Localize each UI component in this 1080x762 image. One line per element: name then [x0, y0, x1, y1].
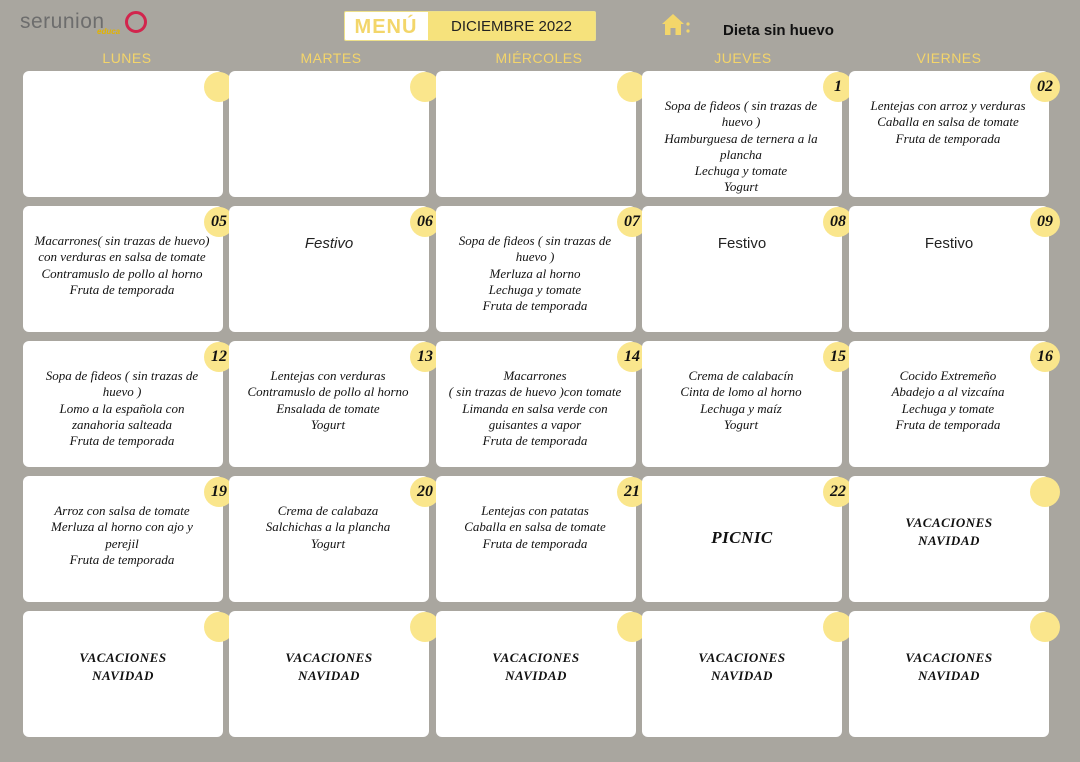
- day-number-badge: 22: [823, 477, 853, 507]
- menu-item: huevo ): [515, 249, 555, 265]
- day-card: [23, 206, 227, 332]
- menu-item: Contramuslo de pollo al horno: [41, 265, 203, 281]
- menu-item: Lechuga y tomate: [901, 400, 995, 416]
- vacation-label: [229, 649, 429, 685]
- menu-item: Fruta de temporada: [482, 433, 588, 449]
- day-card: [642, 611, 842, 737]
- day-number-badge: 05: [204, 207, 234, 237]
- day-number-badge: 07: [617, 207, 647, 237]
- day-number-badge: 16: [1030, 342, 1060, 372]
- vacation-line: VACACIONES: [79, 650, 167, 665]
- menu-item: Sopa de fideos ( sin trazas de: [45, 368, 199, 383]
- menu-item: Fruta de temporada: [69, 551, 175, 567]
- holiday-label: Festivo: [924, 235, 974, 252]
- menu-item: Lentejas con verduras: [270, 368, 386, 383]
- day-number-badge: 19: [204, 477, 234, 507]
- day-card: [229, 206, 433, 332]
- menu-items: [646, 98, 836, 196]
- vacation-line: NAVIDAD: [505, 668, 567, 683]
- day-card: [642, 476, 846, 602]
- day-card: [849, 206, 1053, 332]
- menu-items: [233, 503, 423, 552]
- day-number-badge: 15: [823, 342, 853, 372]
- day-card: [436, 476, 640, 602]
- menu-item: plancha: [720, 146, 762, 162]
- menu-item: Caballa en salsa de tomate: [464, 519, 606, 535]
- menu-item: Merluza al horno con ajo y: [51, 519, 193, 535]
- vacation-line: NAVIDAD: [92, 668, 154, 683]
- menu-item: Cinta de lomo al horno: [680, 384, 802, 400]
- menu-item: Macarrones( sin trazas de huevo): [34, 233, 210, 248]
- menu-item: Sopa de fideos ( sin trazas de: [664, 98, 818, 113]
- day-card: [642, 341, 846, 467]
- vacation-line: VACACIONES: [905, 650, 993, 665]
- vacation-label: [436, 649, 636, 685]
- day-card: [23, 611, 223, 737]
- menu-item: guisantes a vapor: [488, 416, 582, 432]
- menu-item: Yogurt: [310, 416, 346, 432]
- menu-item: Lechuga y tomate: [488, 281, 582, 297]
- day-number-badge: [1030, 477, 1060, 507]
- home-icon: [660, 12, 690, 38]
- menu-item: Lentejas con patatas: [481, 503, 589, 518]
- weekday-header: JUEVES: [714, 50, 772, 66]
- day-number-badge: 02: [1030, 72, 1060, 102]
- menu-item: Crema de calabaza: [277, 503, 379, 518]
- weekday-header: VIERNES: [916, 50, 982, 66]
- menu-item: Macarrones: [503, 368, 567, 383]
- diet-type: Dieta sin huevo: [723, 22, 834, 39]
- menu-item: Sopa de fideos ( sin trazas de: [458, 233, 612, 248]
- day-number-badge: 13: [410, 342, 440, 372]
- holiday-label: Festivo: [304, 235, 354, 252]
- day-card: [849, 71, 1053, 197]
- vacation-line: VACACIONES: [698, 650, 786, 665]
- vacation-label: [642, 649, 842, 685]
- day-card: [849, 611, 1049, 737]
- weekday-header: MIÉRCOLES: [495, 50, 583, 66]
- menu-item: Fruta de temporada: [895, 416, 1001, 432]
- day-number-badge: 09: [1030, 207, 1060, 237]
- day-card: [436, 611, 636, 737]
- menu-item: Fruta de temporada: [482, 535, 588, 551]
- menu-items: [440, 233, 630, 314]
- menu-item: Salchichas a la plancha: [265, 519, 391, 535]
- menu-items: [27, 233, 217, 298]
- vacation-line: NAVIDAD: [711, 668, 773, 683]
- day-number-badge: 08: [823, 207, 853, 237]
- day-card: [23, 71, 223, 197]
- day-card: [436, 71, 636, 197]
- brand-logo-sub: educa: [97, 27, 121, 36]
- menu-item: Limanda en salsa verde con: [462, 400, 608, 416]
- day-card: [849, 476, 1049, 602]
- menu-item: zanahoria salteada: [71, 416, 173, 432]
- day-card: [229, 71, 429, 197]
- vacation-line: VACACIONES: [492, 650, 580, 665]
- vacation-line: VACACIONES: [905, 515, 993, 530]
- vacation-label: [849, 649, 1049, 685]
- vacation-line: NAVIDAD: [918, 668, 980, 683]
- day-card: [436, 206, 640, 332]
- menu-items: [440, 503, 630, 552]
- day-card: [229, 476, 433, 602]
- logo-mark-icon: [125, 11, 147, 33]
- menu-item: Fruta de temporada: [482, 298, 588, 314]
- menu-title-box: [344, 11, 596, 41]
- menu-item: Yogurt: [723, 179, 759, 195]
- menu-items: [27, 368, 217, 449]
- vacation-line: NAVIDAD: [918, 533, 980, 548]
- page-header: [0, 0, 1080, 50]
- brand-logo: serunion: [20, 10, 105, 33]
- day-card: [23, 341, 227, 467]
- menu-item: Fruta de temporada: [69, 433, 175, 449]
- day-card: [642, 206, 846, 332]
- holiday-label: Festivo: [717, 235, 767, 252]
- day-number-badge: 14: [617, 342, 647, 372]
- menu-item: Merluza al horno: [489, 265, 581, 281]
- day-card: [229, 341, 433, 467]
- picnic-label: PICNIC: [711, 528, 773, 547]
- menu-item: Lentejas con arroz y verduras: [870, 98, 1026, 113]
- menu-item: Yogurt: [723, 416, 759, 432]
- menu-item: Crema de calabacín: [688, 368, 794, 383]
- menu-items: [27, 503, 217, 568]
- day-card: [436, 341, 640, 467]
- menu-item: Abadejo a al vizcaína: [891, 384, 1005, 400]
- day-number-badge: 21: [617, 477, 647, 507]
- vacation-label: [849, 514, 1049, 550]
- vacation-label: [23, 649, 223, 685]
- day-number-badge: 06: [410, 207, 440, 237]
- day-card: [849, 341, 1053, 467]
- menu-item: ( sin trazas de huevo )con tomate: [448, 384, 622, 400]
- menu-month: DICIEMBRE 2022: [428, 12, 595, 40]
- menu-item: perejil: [105, 535, 139, 551]
- menu-item: Hamburguesa de ternera a la: [664, 130, 818, 146]
- menu-item: Contramuslo de pollo al horno: [247, 384, 409, 400]
- weekday-header: MARTES: [300, 50, 362, 66]
- menu-item: Ensalada de tomate: [276, 400, 380, 416]
- menu-item: Yogurt: [310, 535, 346, 551]
- menu-item: Arroz con salsa de tomate: [54, 503, 190, 518]
- menu-item: Lechuga y maíz: [700, 400, 782, 416]
- menu-item: Fruta de temporada: [69, 281, 175, 297]
- weekday-header: LUNES: [102, 50, 152, 66]
- menu-item: huevo ): [721, 114, 761, 130]
- menu-items: [853, 98, 1043, 147]
- day-number-badge: 1: [823, 72, 853, 102]
- menu-item: huevo ): [102, 384, 142, 400]
- menu-item: Lechuga y tomate: [694, 163, 788, 179]
- menu-items: [440, 368, 630, 449]
- day-card: [229, 611, 429, 737]
- menu-item: Fruta de temporada: [895, 130, 1001, 146]
- day-number-badge: 12: [204, 342, 234, 372]
- menu-items: [646, 368, 836, 433]
- day-card: [642, 71, 842, 197]
- menu-label: MENÚ: [354, 16, 418, 38]
- menu-items: [853, 368, 1043, 433]
- day-number-badge: 20: [410, 477, 440, 507]
- menu-items: [233, 368, 423, 433]
- menu-item: con verduras en salsa de tomate: [38, 249, 206, 265]
- menu-item: Caballa en salsa de tomate: [877, 114, 1019, 130]
- vacation-line: NAVIDAD: [298, 668, 360, 683]
- vacation-line: VACACIONES: [285, 650, 373, 665]
- day-number-badge: [1030, 612, 1060, 642]
- menu-item: Lomo a la española con: [59, 400, 185, 416]
- menu-item: Cocido Extremeño: [899, 368, 997, 383]
- day-card: [23, 476, 227, 602]
